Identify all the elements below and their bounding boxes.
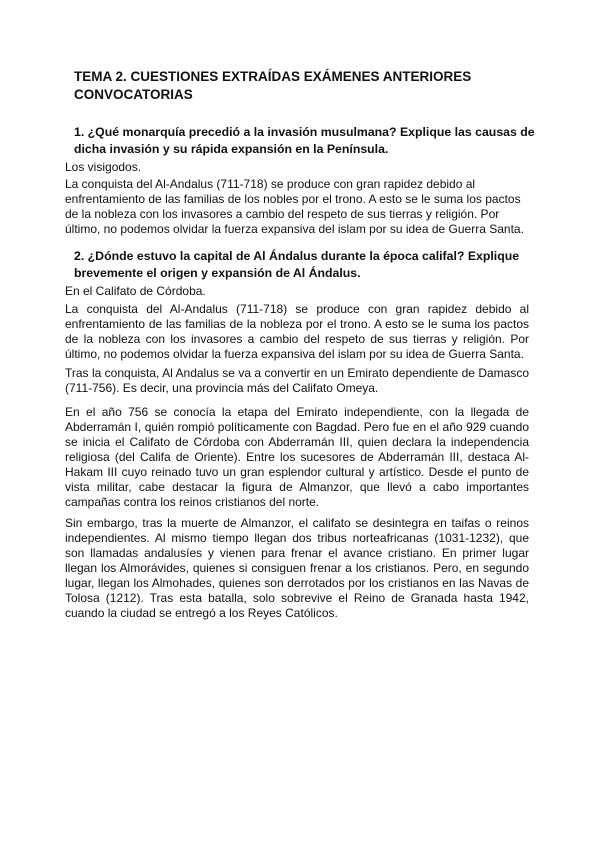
answer-2-paragraph-3: En el año 756 se conocía la etapa del Emirato independiente, con la llegada de Abderramán I, quién rompió políticamente con Bagdad. Pero fue en el año 929 cuando se inicia el Califato de Córdoba con Abderramán III, quien declara la independencia religiosa (del Califa de Oriente). Entre los sucesores de Abderramán III, destaca Al-Hakam III cuyo reinado tuvo un gran esplendor cultural y artístico. Desde el punto de vista militar, cabe destacar la figura de Almanzor, que llevó a cabo importantes campañas contra los reinos cristianos del norte. [65, 405, 529, 509]
answer-2-paragraph-1: La conquista del Al-Andalus (711-718) se produce con gran rapidez debido al enfrentamiento de las familias de la nobleza por el trono. A esto se le suma los pactos de la nobleza con los invasores a cambio del respeto de sus tierras y religión. Por último, no podemos olvidar la fuerza expansiva del islam por su idea de Guerra Santa. [65, 302, 529, 361]
answer-2-paragraph-2: Tras la conquista, Al Andalus se va a convertir en un Emirato dependiente de Damasco (711-756). Es decir, una provincia más del Califato Omeya. [65, 366, 529, 395]
question-1: 1. ¿Qué monarquía precedió a la invasión musulmana? Explique las causas de dicha invasión y su rápida expansión en la Península. [74, 125, 535, 156]
answer-2: En el Califato de Córdoba. [65, 284, 206, 298]
document-title: TEMA 2. CUESTIONES EXTRAÍDAS EXÁMENES ANTERIORES CONVOCATORIAS [74, 69, 472, 102]
question-2: 2. ¿Dónde estuvo la capital de Al Ándalus durante la época califal? Explique brevemente el origen y expansión de Al Ándalus. [74, 249, 520, 280]
answer-2-paragraph-4: Sin embargo, tras la muerte de Almanzor, el califato se desintegra en taifas o reinos independientes. Al mismo tiempo llegan dos tribus norteafricanas (1031-1232), que son llamadas andalusíes y vienen para frenar el avance cristiano. En primer lugar llegan los Almorávides, quienes si consiguen frenar a los cristianos. Pero, en segundo lugar, llegan los Almohades, quienes son derrotados por los cristianos en las Navas de Tolosa (1212). Tras esta batalla, solo sobrevive el Reino de Granada hasta 1942, cuando la ciudad se entregó a los Reyes Católicos. [65, 516, 529, 620]
answer-1-paragraph: La conquista del Al-Andalus (711-718) se produce con gran rapidez debido al enfrentamiento de las familias de los nobles por el trono. A esto se le suma los pactos de la nobleza con los invasores a cambio del respeto de sus tierras y religión. Por último, no podemos olvidar la fuerza expansiva del islam por su idea de Guerra Santa. [65, 177, 524, 236]
answer-1: Los visigodos. [65, 160, 142, 174]
